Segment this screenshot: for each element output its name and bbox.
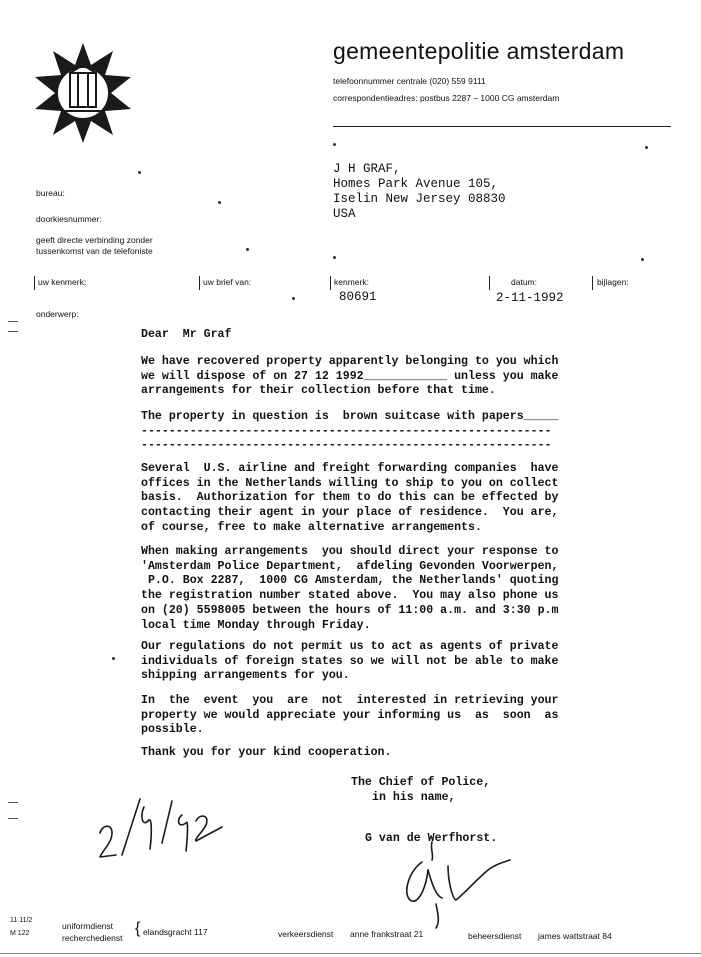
field-divider (489, 276, 490, 290)
footer-dept-uniform: uniformdienst (62, 921, 114, 931)
label-kenmerk: kenmerk: (334, 277, 369, 287)
field-divider (199, 276, 200, 290)
signature-on-behalf: in his name, (372, 791, 456, 804)
field-divider (592, 276, 593, 290)
stray-mark (218, 201, 221, 204)
label-uw-brief-van: uw brief van: (203, 277, 252, 287)
recipient-line-2: Homes Park Avenue 105, (333, 177, 499, 191)
phone-line: telefoonnummer centrale (020) 559 9111 (333, 76, 486, 86)
label-bureau: bureau: (36, 188, 65, 198)
margin-mark (8, 818, 18, 819)
margin-mark (8, 802, 18, 803)
paragraph-disposal: We have recovered property apparently belonging to you which we will dispose of on 27 12 1992____________ unless you make arrangements for their collection before that time. (141, 355, 559, 398)
footer-address-elandsgracht: elandsgracht 117 (143, 927, 208, 937)
label-onderwerp: onderwerp: (36, 309, 79, 319)
recipient-line-1: J H GRAF, (333, 162, 401, 176)
label-datum: datum: (511, 277, 537, 287)
stray-mark (138, 171, 141, 174)
paragraph-regulations: Our regulations do not permit us to act as agents of private individuals of foreign states so we will not be able to make shipping arrangements for you. (141, 640, 559, 683)
salutation: Dear Mr Graf (141, 328, 232, 341)
footer-brace: { (135, 920, 141, 937)
closing-line: Thank you for your kind cooperation. (141, 746, 392, 759)
handwritten-date (92, 793, 242, 865)
footer-dept-recherche: recherchedienst (62, 933, 123, 943)
corner-mark (645, 146, 648, 149)
margin-mark (8, 331, 18, 332)
label-bijlagen: bijlagen: (597, 277, 629, 287)
footer-address-anne-frank: anne frankstraat 21 (350, 929, 424, 939)
recipient-line-4: USA (333, 207, 356, 221)
label-direct-line-2: tussenkomst van de telefoniste (36, 246, 153, 256)
corner-mark (641, 258, 644, 261)
margin-mark (8, 321, 18, 322)
datum-value: 2-11-1992 (496, 291, 564, 305)
field-divider (330, 276, 331, 290)
footer-address-james-watt: james wattstraat 84 (538, 931, 612, 941)
label-doorkiesnummer: doorkiesnummer: (36, 214, 102, 224)
footer-code-1: 11 11/2 (10, 917, 33, 924)
police-star-emblem-icon (28, 40, 138, 146)
paragraph-event: In the event you are not interested in retrieving your property we would appreciate your informing us as soon as possible. (141, 694, 559, 737)
stray-mark (246, 248, 249, 251)
stray-mark (112, 657, 115, 660)
footer-dept-verkeer: verkeersdienst (278, 929, 334, 939)
recipient-line-3: Iselin New Jersey 08830 (333, 192, 506, 206)
footer-code-2: M 122 (10, 930, 30, 937)
footer-dept-beheer: beheersdienst (468, 931, 522, 941)
stray-mark (292, 297, 295, 300)
paragraph-shipping-companies: Several U.S. airline and freight forwarding companies have offices in the Netherlands willing to ship to you on collect basis. Authorization for them to do this can be effected by contacting their agent in your place of residence. You are, of course, free to make alternative arrangements. (141, 462, 559, 534)
signature-scrawl (392, 840, 522, 930)
label-uw-kenmerk: uw kenmerk: (38, 277, 87, 287)
header-rule (333, 126, 671, 127)
footer-rule (0, 953, 701, 954)
corner-mark (333, 256, 336, 259)
paragraph-arrangements: When making arrangements you should direct your response to 'Amsterdam Police Department, afdeling Gevonden Voorwerpen, P.O. Box 2287, 1000 CG Amsterdam, the Netherlands' quoting the registration number stated above. You may also phone us on (20) 5598005 between the hours of 11:00 a.m. and 3:30 p.m local time Monday through Friday. (141, 545, 559, 632)
signature-title: The Chief of Police, (351, 776, 491, 789)
label-direct-line-1: geeft directe verbinding zonder (36, 235, 153, 245)
paragraph-property: The property in question is brown suitcase with papers_____ ----------------------------------------------------------- ----------------------------------------------------------- (141, 410, 559, 453)
correspondence-line: correspondentieadres: postbus 2287 – 1000 CG amsterdam (333, 93, 560, 103)
corner-mark (333, 143, 336, 146)
signature-name: G van de Werfhorst. (365, 832, 498, 845)
kenmerk-value: 80691 (339, 290, 377, 304)
field-divider (34, 276, 35, 290)
org-name: gemeentepolitie amsterdam (333, 38, 625, 64)
